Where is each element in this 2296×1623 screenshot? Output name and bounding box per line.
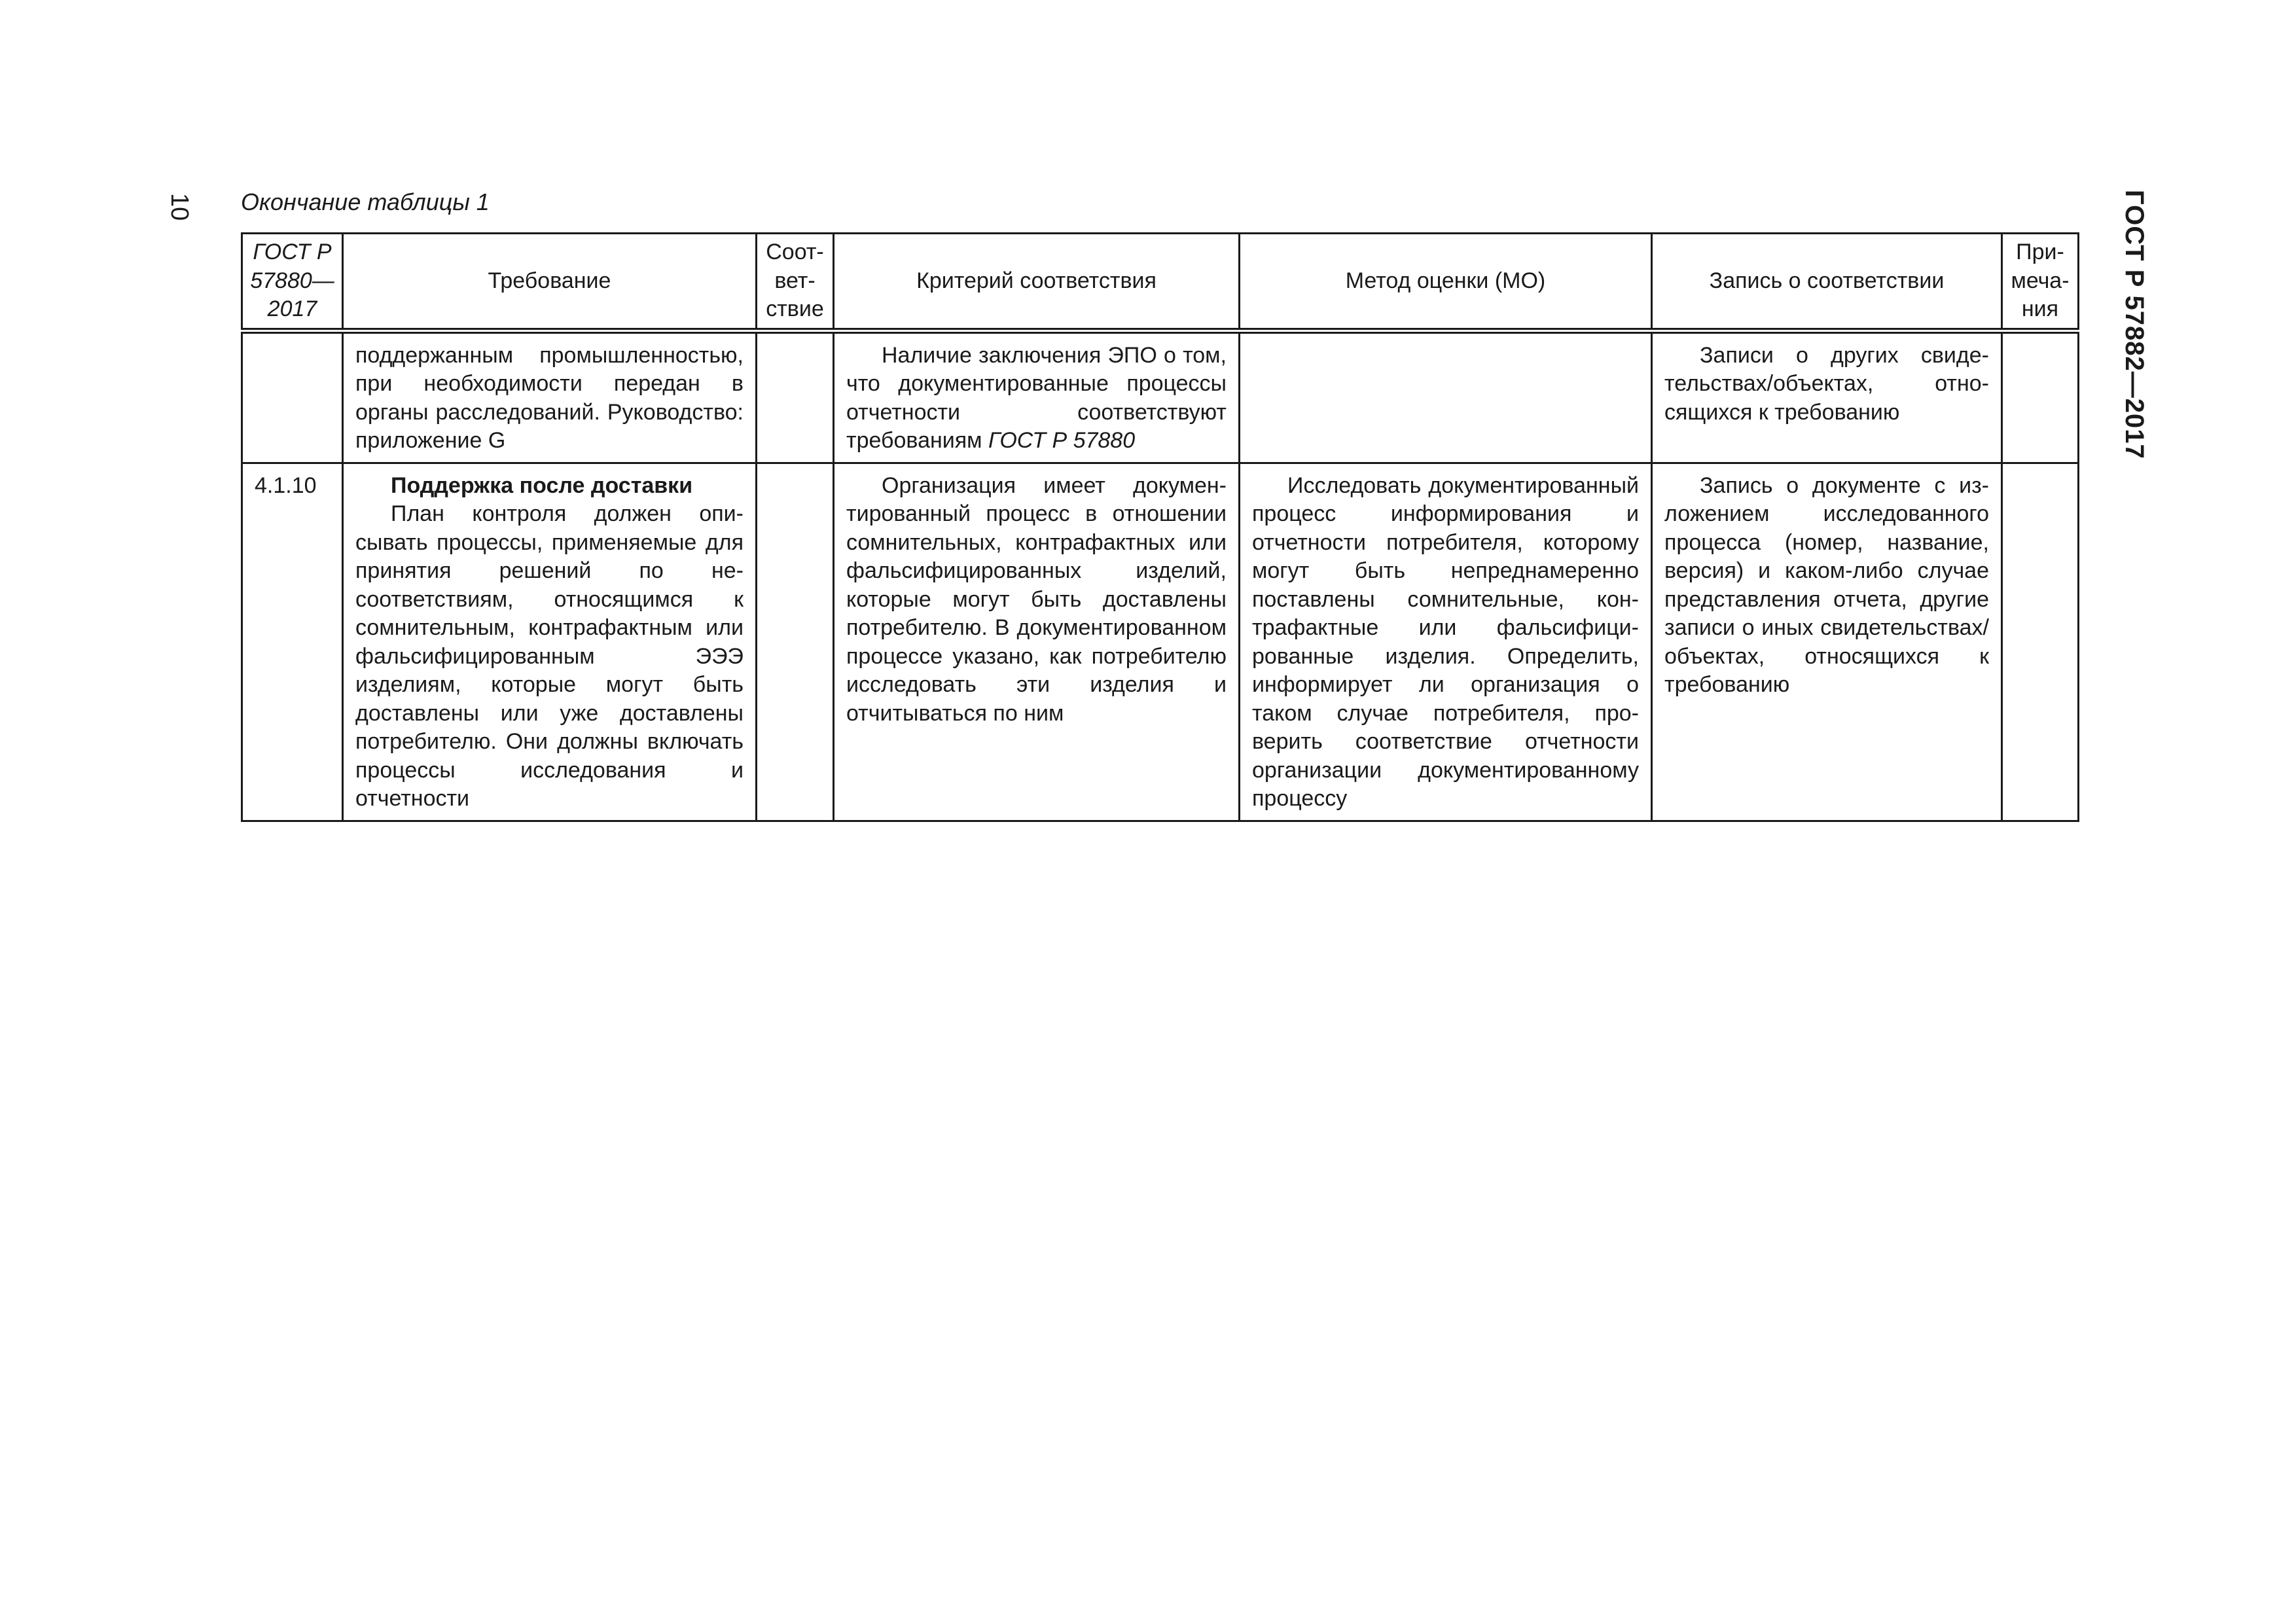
cell-method xyxy=(1240,330,1652,463)
method-text: Исследовать документированный процесс информирования и отчетности потребителя, которому могут быть непреднамеренно поставлены сомнительные, контрафактные или фальсифицированные изделия. Определить, информирует ли организация о таком случае потребителя, проверить соответствие отчетности организации документированному процессу xyxy=(1252,473,1639,811)
cell-satisfaction xyxy=(757,463,834,821)
header-method: Метод оценки (МО) xyxy=(1240,234,1652,331)
header-notes: При- меча- ния xyxy=(2002,234,2079,331)
criterion-text: Организация имеет документированный процесс в отношении сомнительных, контрафактных или фальсифицированных изделий, которые могут быть доставлены потребителю. В документированном процессе указано, как потребителю исследовать эти изделия и отчитываться по ним xyxy=(846,473,1227,726)
header-satisfaction: Соот- вет- ствие xyxy=(757,234,834,331)
cell-gost xyxy=(242,330,343,463)
requirement-heading: Поддержка после доставки xyxy=(391,473,693,498)
header-criterion: Критерий соответствия xyxy=(834,234,1240,331)
cell-criterion xyxy=(834,330,1240,463)
header-record: Запись о соответствии xyxy=(1652,234,2002,331)
table-continuation-title: Окончание таблицы 1 xyxy=(241,188,490,215)
table-row xyxy=(242,463,2079,821)
cell-satisfaction xyxy=(757,330,834,463)
table-header-row xyxy=(242,234,2079,331)
document-code: ГОСТ Р 57882—2017 xyxy=(2120,190,2149,459)
header-gost: ГОСТ Р 57880— 2017 xyxy=(242,234,343,331)
requirements-table xyxy=(241,232,2079,822)
table-row xyxy=(242,330,2079,463)
header-requirement: Требование xyxy=(343,234,757,331)
requirement-text: поддержанным промышленностью, при необходимости передан в органы расследований. Руководство: приложение G xyxy=(355,342,744,453)
requirement-text: План контроля должен описывать процессы, применяемые для принятия решений по несоответствиям, относящимся к сомнительным, контрафактным или фальсифицированным ЭЭЭ изделиям, которые могут быть доставлены или уже доставлены потребителю. Они должны включать процессы исследования и отчетности xyxy=(355,501,744,811)
cell-method xyxy=(1240,463,1652,821)
cell-criterion xyxy=(834,463,1240,821)
criterion-text xyxy=(846,342,1227,455)
page-number: 10 xyxy=(166,193,193,221)
cell-notes xyxy=(2002,463,2079,821)
cell-requirement xyxy=(343,330,757,463)
cell-record xyxy=(1652,463,2002,821)
cell-notes xyxy=(2002,330,2079,463)
cell-gost: 4.1.10 xyxy=(242,463,343,821)
criterion-gost-reference: ГОСТ Р 57880 xyxy=(988,428,1136,453)
record-text: Запись о документе с изложением исследованного процесса (номер, название, версия) и каком-либо случае представления отчета, другие записи о иных свидетельствах/объектах, относящихся к требованию xyxy=(1664,473,1989,697)
record-text: Записи о других свидетельствах/объектах, относящихся к требованию xyxy=(1664,342,1989,425)
criterion-body: Наличие заключения ЭПО о том, что документированные процессы отчетности соответствуют требованиям xyxy=(846,342,1227,453)
cell-record xyxy=(1652,330,2002,463)
cell-requirement xyxy=(343,463,757,821)
